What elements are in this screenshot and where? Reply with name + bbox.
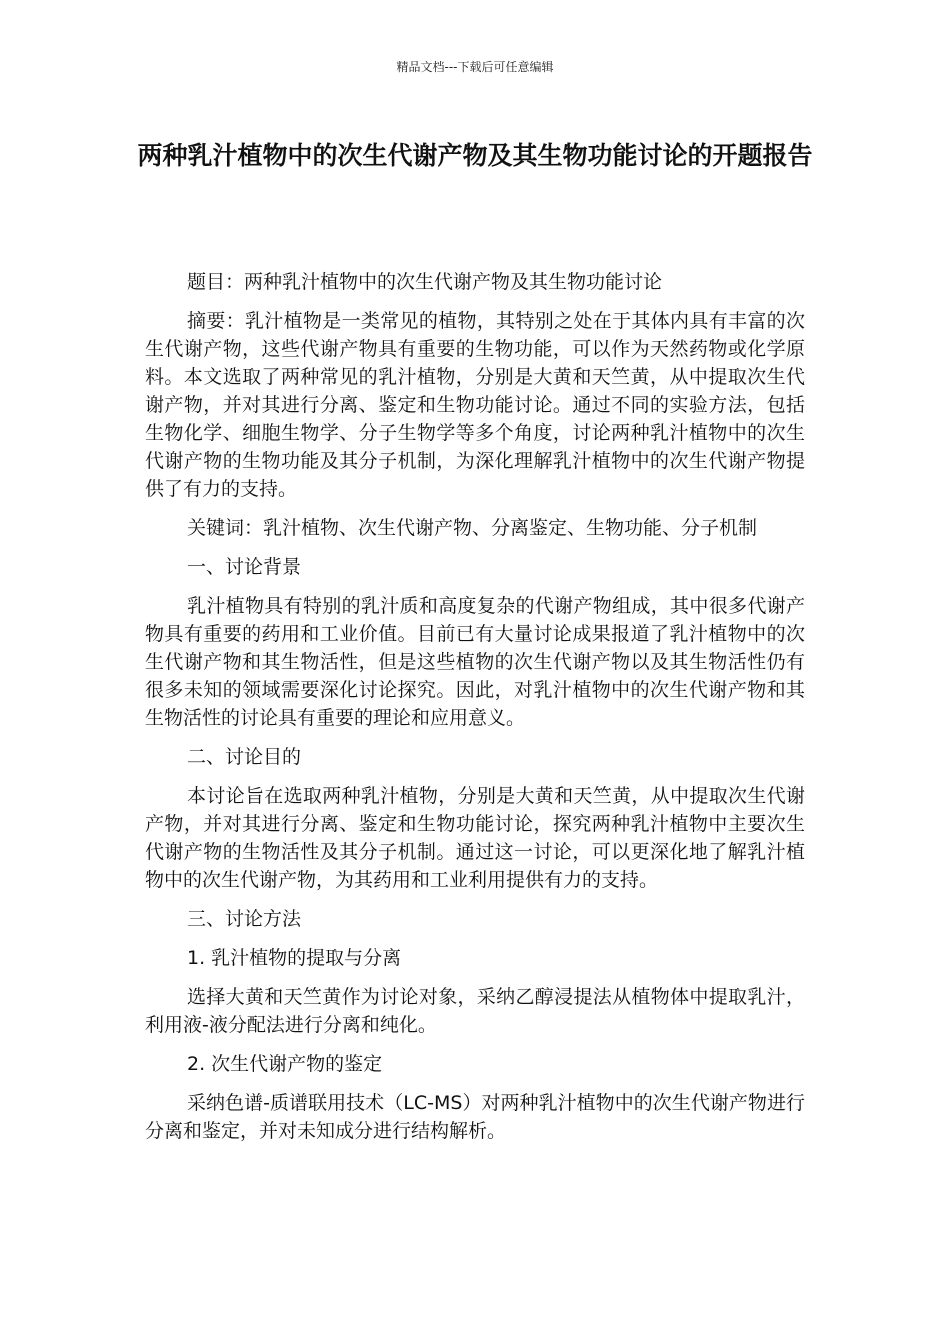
extraction-paragraph: 选择大黄和天竺黄作为讨论对象，采纳乙醇浸提法从植物体中提取乳汁，利用液-液分配法进行分离和纯化。 [145,986,805,1036]
subheading-identification: 2. 次生代谢产物的鉴定 [187,1053,383,1075]
section-heading-methods: 三、讨论方法 [187,908,302,930]
header-note: 精品文档---下载后可任意编辑 [396,60,554,74]
document-body [145,268,805,1156]
purpose-paragraph: 本讨论旨在选取两种乳汁植物，分别是大黄和天竺黄，从中提取次生代谢产物，并对其进行分离、鉴定和生物功能讨论，探究两种乳汁植物中主要次生代谢产物的生物活性及其分子机制。通过这一讨论，可以更深化地了解乳汁植物中的次生代谢产物，为其药用和工业利用提供有力的支持。 [145,785,805,891]
identification-paragraph: 采纳色谱-质谱联用技术（LC-MS）对两种乳汁植物中的次生代谢产物进行分离和鉴定，并对未知成分进行结构解析。 [145,1092,805,1142]
background-paragraph: 乳汁植物具有特别的乳汁质和高度复杂的代谢产物组成，其中很多代谢产物具有重要的药用和工业价值。目前已有大量讨论成果报道了乳汁植物中的次生代谢产物和其生物活性，但是这些植物的次生代谢产物以及其生物活性仍有很多未知的领域需要深化讨论探究。因此，对乳汁植物中的次生代谢产物和其生物活性的讨论具有重要的理论和应用意义。 [145,595,805,729]
subheading-extraction: 1. 乳汁植物的提取与分离 [187,947,402,969]
keywords-paragraph: 关键词：乳汁植物、次生代谢产物、分离鉴定、生物功能、分子机制 [187,517,758,539]
section-heading-background: 一、讨论背景 [187,556,302,578]
topic-paragraph: 题目：两种乳汁植物中的次生代谢产物及其生物功能讨论 [187,271,663,293]
document-title: 两种乳汁植物中的次生代谢产物及其生物功能讨论的开题报告 [137,141,813,170]
abstract-paragraph: 摘要：乳汁植物是一类常见的植物，其特别之处在于其体内具有丰富的次生代谢产物，这些代谢产物具有重要的生物功能，可以作为天然药物或化学原料。本文选取了两种常见的乳汁植物，分别是大黄和天竺黄，从中提取次生代谢产物，并对其进行分离、鉴定和生物功能讨论。通过不同的实验方法，包括生物化学、细胞生物学、分子生物学等多个角度，讨论两种乳汁植物中的次生代谢产物的生物功能及其分子机制，为深化理解乳汁植物中的次生代谢产物提供了有力的支持。 [145,310,805,500]
section-heading-purpose: 二、讨论目的 [187,746,302,768]
